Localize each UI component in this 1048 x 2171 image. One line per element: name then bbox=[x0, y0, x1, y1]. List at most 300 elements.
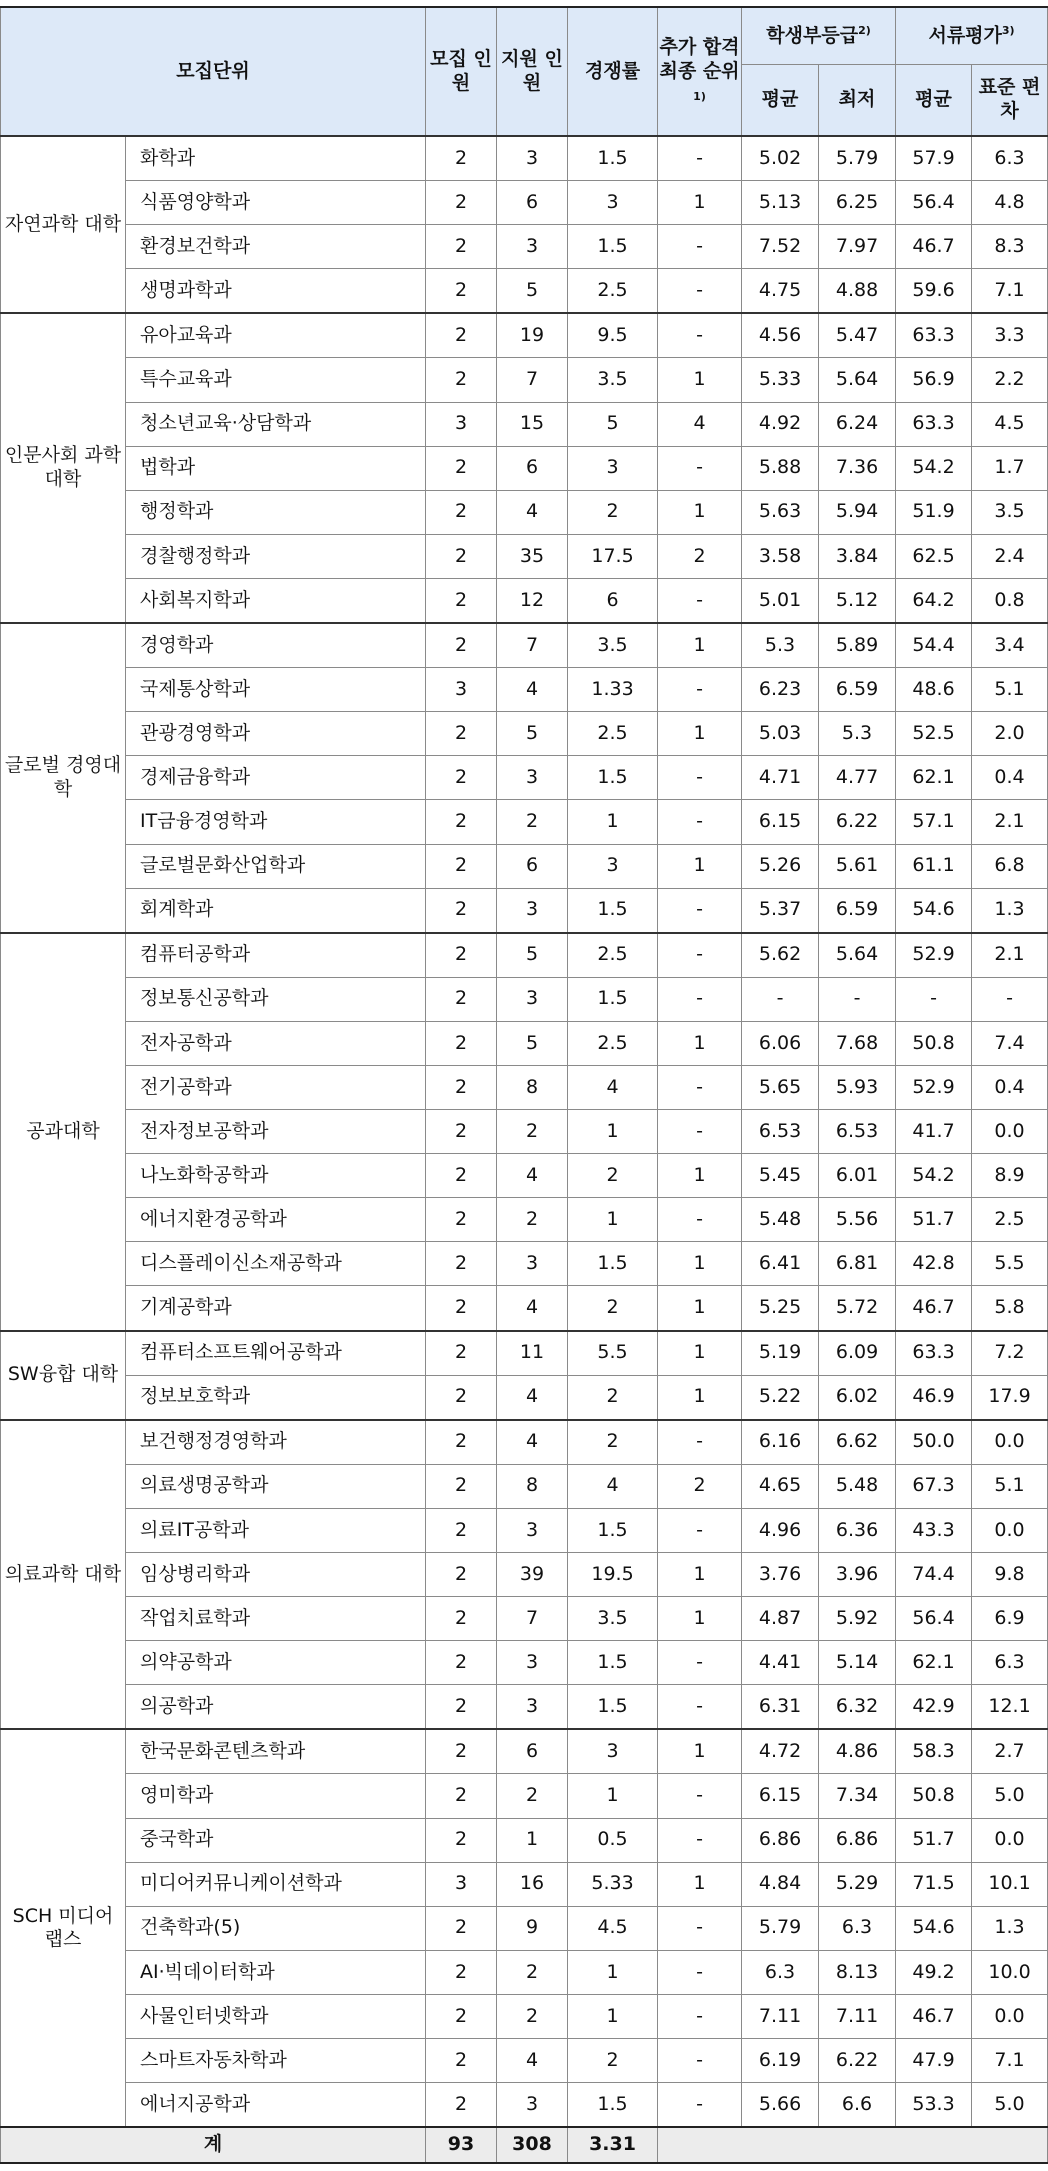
department-name: 작업치료학과 bbox=[126, 1597, 426, 1641]
cell-grade-avg: 4.41 bbox=[742, 1641, 819, 1685]
cell-grade-avg: 5.19 bbox=[742, 1331, 819, 1376]
cell-applicants: 3 bbox=[497, 1685, 568, 1730]
cell-recruit: 2 bbox=[426, 844, 497, 888]
cell-applicants: 3 bbox=[497, 756, 568, 800]
cell-recruit: 2 bbox=[426, 1906, 497, 1950]
admissions-table bbox=[0, 6, 1048, 2164]
cell-doc-std: 5.1 bbox=[972, 1464, 1048, 1508]
cell-ratio: 1 bbox=[568, 1994, 658, 2038]
cell-rank: 1 bbox=[658, 358, 742, 402]
total-row bbox=[1, 2127, 1048, 2163]
cell-grade-avg: 7.52 bbox=[742, 225, 819, 269]
cell-doc-avg: 74.4 bbox=[896, 1553, 972, 1597]
table-row bbox=[1, 933, 1048, 978]
cell-rank: 1 bbox=[658, 1375, 742, 1420]
cell-ratio: 3.5 bbox=[568, 623, 658, 668]
department-name: 유아교육과 bbox=[126, 313, 426, 358]
cell-doc-avg: 54.6 bbox=[896, 1906, 972, 1950]
cell-grade-min: 7.36 bbox=[819, 446, 896, 490]
table-row bbox=[1, 977, 1048, 1021]
cell-grade-min: 3.96 bbox=[819, 1553, 896, 1597]
college-name: SCH 미디어 랩스 bbox=[1, 1729, 126, 2127]
cell-doc-avg: 63.3 bbox=[896, 402, 972, 446]
table-row bbox=[1, 712, 1048, 756]
cell-grade-min: 6.86 bbox=[819, 1818, 896, 1862]
cell-rank: 1 bbox=[658, 181, 742, 225]
cell-ratio: 2 bbox=[568, 1154, 658, 1198]
cell-ratio: 1.5 bbox=[568, 1641, 658, 1685]
cell-recruit: 2 bbox=[426, 933, 497, 978]
cell-grade-min: 5.93 bbox=[819, 1065, 896, 1109]
cell-grade-min: 5.3 bbox=[819, 712, 896, 756]
header-grade-avg: 평균 bbox=[742, 65, 819, 137]
department-name: 정보통신공학과 bbox=[126, 977, 426, 1021]
cell-doc-std: 7.1 bbox=[972, 269, 1048, 314]
cell-rank: - bbox=[658, 313, 742, 358]
cell-grade-min: 6.3 bbox=[819, 1906, 896, 1950]
cell-doc-avg: 46.9 bbox=[896, 1375, 972, 1420]
cell-doc-avg: 59.6 bbox=[896, 269, 972, 314]
cell-recruit: 2 bbox=[426, 1331, 497, 1376]
table-row bbox=[1, 668, 1048, 712]
cell-grade-avg: 5.13 bbox=[742, 181, 819, 225]
cell-grade-avg: 6.16 bbox=[742, 1420, 819, 1465]
total-ratio: 3.31 bbox=[568, 2127, 658, 2163]
cell-rank: - bbox=[658, 1818, 742, 1862]
header-recruit: 모집 인원 bbox=[426, 7, 497, 136]
cell-doc-std: - bbox=[972, 977, 1048, 1021]
cell-grade-min: 3.84 bbox=[819, 534, 896, 578]
cell-applicants: 2 bbox=[497, 1198, 568, 1242]
cell-grade-min: 6.59 bbox=[819, 668, 896, 712]
cell-ratio: 9.5 bbox=[568, 313, 658, 358]
cell-grade-min: 6.09 bbox=[819, 1331, 896, 1376]
cell-grade-min: 4.77 bbox=[819, 756, 896, 800]
cell-doc-std: 1.7 bbox=[972, 446, 1048, 490]
department-name: 식품영양학과 bbox=[126, 181, 426, 225]
cell-applicants: 2 bbox=[497, 1950, 568, 1994]
cell-recruit: 2 bbox=[426, 623, 497, 668]
cell-grade-min: 5.29 bbox=[819, 1862, 896, 1906]
department-name: 생명과학과 bbox=[126, 269, 426, 314]
cell-rank: - bbox=[658, 977, 742, 1021]
cell-doc-avg: 42.9 bbox=[896, 1685, 972, 1730]
cell-ratio: 4 bbox=[568, 1464, 658, 1508]
cell-doc-std: 5.0 bbox=[972, 2083, 1048, 2128]
table-row bbox=[1, 1774, 1048, 1818]
cell-doc-avg: 54.2 bbox=[896, 446, 972, 490]
cell-applicants: 2 bbox=[497, 1110, 568, 1154]
cell-rank: - bbox=[658, 1508, 742, 1552]
cell-recruit: 2 bbox=[426, 1685, 497, 1730]
table-row bbox=[1, 1420, 1048, 1465]
cell-grade-avg: 6.41 bbox=[742, 1242, 819, 1286]
cell-doc-avg: 64.2 bbox=[896, 578, 972, 623]
cell-rank: - bbox=[658, 1198, 742, 1242]
department-name: 전기공학과 bbox=[126, 1065, 426, 1109]
cell-rank: - bbox=[658, 225, 742, 269]
cell-doc-std: 6.3 bbox=[972, 136, 1048, 181]
cell-grade-avg: 6.53 bbox=[742, 1110, 819, 1154]
cell-rank: - bbox=[658, 933, 742, 978]
cell-ratio: 3 bbox=[568, 1729, 658, 1774]
cell-recruit: 2 bbox=[426, 1154, 497, 1198]
cell-grade-avg: 3.76 bbox=[742, 1553, 819, 1597]
cell-ratio: 17.5 bbox=[568, 534, 658, 578]
cell-ratio: 2.5 bbox=[568, 712, 658, 756]
cell-recruit: 2 bbox=[426, 1994, 497, 2038]
cell-applicants: 4 bbox=[497, 668, 568, 712]
cell-doc-std: 8.3 bbox=[972, 225, 1048, 269]
cell-rank: 1 bbox=[658, 623, 742, 668]
department-name: 국제통상학과 bbox=[126, 668, 426, 712]
department-name: 스마트자동차학과 bbox=[126, 2039, 426, 2083]
table-row bbox=[1, 313, 1048, 358]
cell-doc-avg: 43.3 bbox=[896, 1508, 972, 1552]
cell-grade-min: 5.64 bbox=[819, 933, 896, 978]
cell-doc-avg: 46.7 bbox=[896, 1286, 972, 1331]
cell-applicants: 4 bbox=[497, 2039, 568, 2083]
cell-rank: - bbox=[658, 1950, 742, 1994]
table-row bbox=[1, 490, 1048, 534]
cell-grade-avg: 4.71 bbox=[742, 756, 819, 800]
cell-recruit: 2 bbox=[426, 181, 497, 225]
cell-doc-std: 2.5 bbox=[972, 1198, 1048, 1242]
cell-doc-avg: 62.5 bbox=[896, 534, 972, 578]
table-row bbox=[1, 1331, 1048, 1376]
cell-ratio: 19.5 bbox=[568, 1553, 658, 1597]
department-name: 컴퓨터소프트웨어공학과 bbox=[126, 1331, 426, 1376]
cell-grade-min: 5.14 bbox=[819, 1641, 896, 1685]
cell-rank: - bbox=[658, 1994, 742, 2038]
cell-grade-min: 5.47 bbox=[819, 313, 896, 358]
cell-grade-avg: 5.65 bbox=[742, 1065, 819, 1109]
header-extra-rank-note: 1) bbox=[693, 90, 706, 104]
cell-recruit: 2 bbox=[426, 1198, 497, 1242]
table-row bbox=[1, 1286, 1048, 1331]
cell-doc-std: 0.0 bbox=[972, 1508, 1048, 1552]
cell-doc-std: 5.5 bbox=[972, 1242, 1048, 1286]
table-row bbox=[1, 1375, 1048, 1420]
cell-ratio: 1.5 bbox=[568, 2083, 658, 2128]
header-grade-group bbox=[742, 7, 896, 65]
cell-grade-min: 5.12 bbox=[819, 578, 896, 623]
department-name: AI·빅데이터학과 bbox=[126, 1950, 426, 1994]
cell-ratio: 2 bbox=[568, 1286, 658, 1331]
cell-recruit: 2 bbox=[426, 1464, 497, 1508]
cell-grade-min: 7.34 bbox=[819, 1774, 896, 1818]
cell-doc-avg: 47.9 bbox=[896, 2039, 972, 2083]
cell-grade-min: 5.94 bbox=[819, 490, 896, 534]
cell-recruit: 3 bbox=[426, 402, 497, 446]
cell-recruit: 2 bbox=[426, 712, 497, 756]
cell-rank: 1 bbox=[658, 1154, 742, 1198]
table-row bbox=[1, 1198, 1048, 1242]
cell-applicants: 5 bbox=[497, 1021, 568, 1065]
department-name: 의공학과 bbox=[126, 1685, 426, 1730]
table-row bbox=[1, 358, 1048, 402]
cell-doc-avg: 56.4 bbox=[896, 181, 972, 225]
cell-applicants: 6 bbox=[497, 844, 568, 888]
table-row bbox=[1, 2083, 1048, 2128]
department-name: 전자공학과 bbox=[126, 1021, 426, 1065]
cell-rank: 1 bbox=[658, 712, 742, 756]
total-applicants: 308 bbox=[497, 2127, 568, 2163]
cell-rank: - bbox=[658, 1685, 742, 1730]
cell-applicants: 3 bbox=[497, 2083, 568, 2128]
cell-ratio: 1 bbox=[568, 1950, 658, 1994]
cell-recruit: 2 bbox=[426, 1641, 497, 1685]
cell-grade-min: 6.25 bbox=[819, 181, 896, 225]
department-name: 임상병리학과 bbox=[126, 1553, 426, 1597]
cell-applicants: 4 bbox=[497, 1286, 568, 1331]
cell-ratio: 1.5 bbox=[568, 1242, 658, 1286]
cell-ratio: 1.5 bbox=[568, 756, 658, 800]
cell-rank: - bbox=[658, 668, 742, 712]
cell-grade-avg: 6.15 bbox=[742, 800, 819, 844]
cell-grade-avg: 4.87 bbox=[742, 1597, 819, 1641]
cell-applicants: 5 bbox=[497, 269, 568, 314]
cell-applicants: 4 bbox=[497, 490, 568, 534]
cell-recruit: 2 bbox=[426, 1729, 497, 1774]
cell-grade-avg: 6.86 bbox=[742, 1818, 819, 1862]
total-empty-cell bbox=[658, 2127, 1048, 2163]
table-row bbox=[1, 225, 1048, 269]
total-label: 계 bbox=[1, 2127, 426, 2163]
cell-doc-std: 0.0 bbox=[972, 1420, 1048, 1465]
cell-doc-avg: 61.1 bbox=[896, 844, 972, 888]
cell-doc-std: 7.2 bbox=[972, 1331, 1048, 1376]
cell-doc-avg: 57.1 bbox=[896, 800, 972, 844]
header-grade-label: 학생부등급 bbox=[766, 24, 859, 47]
cell-doc-avg: 62.1 bbox=[896, 1641, 972, 1685]
cell-doc-avg: 56.9 bbox=[896, 358, 972, 402]
cell-ratio: 5 bbox=[568, 402, 658, 446]
table-row bbox=[1, 1508, 1048, 1552]
cell-applicants: 3 bbox=[497, 888, 568, 933]
table-row bbox=[1, 1685, 1048, 1730]
cell-doc-std: 4.5 bbox=[972, 402, 1048, 446]
table-row bbox=[1, 800, 1048, 844]
cell-recruit: 2 bbox=[426, 2083, 497, 2128]
department-name: 전자정보공학과 bbox=[126, 1110, 426, 1154]
table-row bbox=[1, 136, 1048, 181]
cell-grade-avg: 5.63 bbox=[742, 490, 819, 534]
cell-rank: - bbox=[658, 888, 742, 933]
cell-grade-avg: 6.15 bbox=[742, 1774, 819, 1818]
table-row bbox=[1, 1950, 1048, 1994]
cell-grade-min: 8.13 bbox=[819, 1950, 896, 1994]
cell-grade-avg: 5.01 bbox=[742, 578, 819, 623]
cell-recruit: 2 bbox=[426, 136, 497, 181]
table-row bbox=[1, 623, 1048, 668]
cell-rank: 1 bbox=[658, 1862, 742, 1906]
cell-recruit: 3 bbox=[426, 668, 497, 712]
table-row bbox=[1, 1862, 1048, 1906]
cell-recruit: 2 bbox=[426, 1110, 497, 1154]
cell-doc-avg: 51.7 bbox=[896, 1818, 972, 1862]
header-extra-rank bbox=[658, 7, 742, 136]
cell-rank: - bbox=[658, 1906, 742, 1950]
cell-ratio: 2 bbox=[568, 1375, 658, 1420]
cell-applicants: 15 bbox=[497, 402, 568, 446]
cell-ratio: 4.5 bbox=[568, 1906, 658, 1950]
cell-rank: - bbox=[658, 1110, 742, 1154]
cell-recruit: 2 bbox=[426, 578, 497, 623]
cell-ratio: 1.5 bbox=[568, 888, 658, 933]
cell-recruit: 2 bbox=[426, 2039, 497, 2083]
table-row bbox=[1, 1994, 1048, 2038]
cell-recruit: 2 bbox=[426, 1420, 497, 1465]
table-row bbox=[1, 1729, 1048, 1774]
cell-rank: - bbox=[658, 1641, 742, 1685]
cell-grade-avg: 4.75 bbox=[742, 269, 819, 314]
cell-rank: 1 bbox=[658, 1597, 742, 1641]
table-row bbox=[1, 2039, 1048, 2083]
department-name: 청소년교육·상담학과 bbox=[126, 402, 426, 446]
cell-grade-min: 5.79 bbox=[819, 136, 896, 181]
department-name: 중국학과 bbox=[126, 1818, 426, 1862]
cell-doc-std: 6.9 bbox=[972, 1597, 1048, 1641]
department-name: 정보보호학과 bbox=[126, 1375, 426, 1420]
cell-grade-avg: 4.96 bbox=[742, 1508, 819, 1552]
cell-doc-std: 2.1 bbox=[972, 933, 1048, 978]
cell-grade-avg: 5.03 bbox=[742, 712, 819, 756]
cell-doc-std: 6.8 bbox=[972, 844, 1048, 888]
cell-rank: 2 bbox=[658, 534, 742, 578]
cell-recruit: 2 bbox=[426, 888, 497, 933]
cell-ratio: 2.5 bbox=[568, 933, 658, 978]
cell-doc-std: 6.3 bbox=[972, 1641, 1048, 1685]
cell-grade-min: 4.88 bbox=[819, 269, 896, 314]
cell-grade-avg: 7.11 bbox=[742, 1994, 819, 2038]
cell-doc-std: 0.0 bbox=[972, 1110, 1048, 1154]
cell-ratio: 2 bbox=[568, 1420, 658, 1465]
cell-doc-std: 2.1 bbox=[972, 800, 1048, 844]
cell-grade-avg: 4.65 bbox=[742, 1464, 819, 1508]
cell-ratio: 2.5 bbox=[568, 269, 658, 314]
cell-grade-min: 6.81 bbox=[819, 1242, 896, 1286]
cell-recruit: 2 bbox=[426, 1375, 497, 1420]
cell-grade-min: 7.97 bbox=[819, 225, 896, 269]
header-extra-rank-label: 추가 합격 최종 순위 bbox=[659, 35, 740, 82]
cell-recruit: 2 bbox=[426, 1774, 497, 1818]
cell-applicants: 3 bbox=[497, 977, 568, 1021]
cell-doc-avg: 56.4 bbox=[896, 1597, 972, 1641]
table-row bbox=[1, 181, 1048, 225]
cell-ratio: 5.5 bbox=[568, 1331, 658, 1376]
cell-recruit: 2 bbox=[426, 1508, 497, 1552]
cell-applicants: 2 bbox=[497, 800, 568, 844]
cell-applicants: 3 bbox=[497, 136, 568, 181]
cell-grade-min: 7.68 bbox=[819, 1021, 896, 1065]
table-row bbox=[1, 1818, 1048, 1862]
cell-grade-avg: 4.56 bbox=[742, 313, 819, 358]
table-row bbox=[1, 1464, 1048, 1508]
department-name: 컴퓨터공학과 bbox=[126, 933, 426, 978]
cell-applicants: 5 bbox=[497, 712, 568, 756]
cell-doc-std: 3.3 bbox=[972, 313, 1048, 358]
cell-recruit: 2 bbox=[426, 977, 497, 1021]
header-doc-std: 표준 편차 bbox=[972, 65, 1048, 137]
total-recruit: 93 bbox=[426, 2127, 497, 2163]
table-row bbox=[1, 269, 1048, 314]
cell-applicants: 6 bbox=[497, 446, 568, 490]
cell-grade-min: 6.59 bbox=[819, 888, 896, 933]
cell-ratio: 5.33 bbox=[568, 1862, 658, 1906]
cell-doc-std: 12.1 bbox=[972, 1685, 1048, 1730]
cell-doc-std: 2.2 bbox=[972, 358, 1048, 402]
table-row bbox=[1, 844, 1048, 888]
cell-grade-min: 7.11 bbox=[819, 1994, 896, 2038]
cell-ratio: 1 bbox=[568, 1774, 658, 1818]
cell-doc-std: 1.3 bbox=[972, 888, 1048, 933]
cell-grade-avg: 4.72 bbox=[742, 1729, 819, 1774]
cell-applicants: 3 bbox=[497, 1242, 568, 1286]
department-name: 기계공학과 bbox=[126, 1286, 426, 1331]
cell-applicants: 5 bbox=[497, 933, 568, 978]
cell-ratio: 2 bbox=[568, 2039, 658, 2083]
cell-recruit: 2 bbox=[426, 446, 497, 490]
cell-ratio: 3 bbox=[568, 446, 658, 490]
cell-ratio: 1.5 bbox=[568, 1685, 658, 1730]
cell-doc-std: 0.0 bbox=[972, 1994, 1048, 2038]
cell-doc-std: 17.9 bbox=[972, 1375, 1048, 1420]
cell-doc-avg: 49.2 bbox=[896, 1950, 972, 1994]
cell-recruit: 2 bbox=[426, 534, 497, 578]
header-doc-avg: 평균 bbox=[896, 65, 972, 137]
cell-applicants: 7 bbox=[497, 358, 568, 402]
cell-ratio: 1 bbox=[568, 800, 658, 844]
header-unit: 모집단위 bbox=[1, 7, 426, 136]
cell-ratio: 1.5 bbox=[568, 977, 658, 1021]
cell-rank: - bbox=[658, 756, 742, 800]
department-name: 의료IT공학과 bbox=[126, 1508, 426, 1552]
table-row bbox=[1, 1154, 1048, 1198]
cell-doc-avg: 51.9 bbox=[896, 490, 972, 534]
table-row bbox=[1, 534, 1048, 578]
table-row bbox=[1, 402, 1048, 446]
header-ratio: 경쟁률 bbox=[568, 7, 658, 136]
cell-rank: 1 bbox=[658, 490, 742, 534]
header-doc-group bbox=[896, 7, 1048, 65]
cell-recruit: 2 bbox=[426, 1021, 497, 1065]
cell-doc-std: 0.4 bbox=[972, 1065, 1048, 1109]
cell-grade-avg: 5.45 bbox=[742, 1154, 819, 1198]
cell-ratio: 2.5 bbox=[568, 1021, 658, 1065]
department-name: 의료생명공학과 bbox=[126, 1464, 426, 1508]
cell-doc-std: 2.7 bbox=[972, 1729, 1048, 1774]
cell-grade-min: 5.61 bbox=[819, 844, 896, 888]
department-name: 에너지공학과 bbox=[126, 2083, 426, 2128]
cell-recruit: 2 bbox=[426, 1286, 497, 1331]
cell-doc-avg: 42.8 bbox=[896, 1242, 972, 1286]
cell-grade-avg: 5.62 bbox=[742, 933, 819, 978]
cell-recruit: 2 bbox=[426, 1597, 497, 1641]
cell-grade-min: 6.24 bbox=[819, 402, 896, 446]
cell-grade-avg: 5.33 bbox=[742, 358, 819, 402]
cell-grade-min: 5.56 bbox=[819, 1198, 896, 1242]
cell-grade-avg: 4.84 bbox=[742, 1862, 819, 1906]
cell-grade-avg: 6.19 bbox=[742, 2039, 819, 2083]
cell-applicants: 9 bbox=[497, 1906, 568, 1950]
cell-rank: 1 bbox=[658, 844, 742, 888]
department-name: 환경보건학과 bbox=[126, 225, 426, 269]
cell-grade-min: 5.92 bbox=[819, 1597, 896, 1641]
cell-doc-std: 0.4 bbox=[972, 756, 1048, 800]
cell-grade-avg: 6.06 bbox=[742, 1021, 819, 1065]
cell-ratio: 1.5 bbox=[568, 225, 658, 269]
